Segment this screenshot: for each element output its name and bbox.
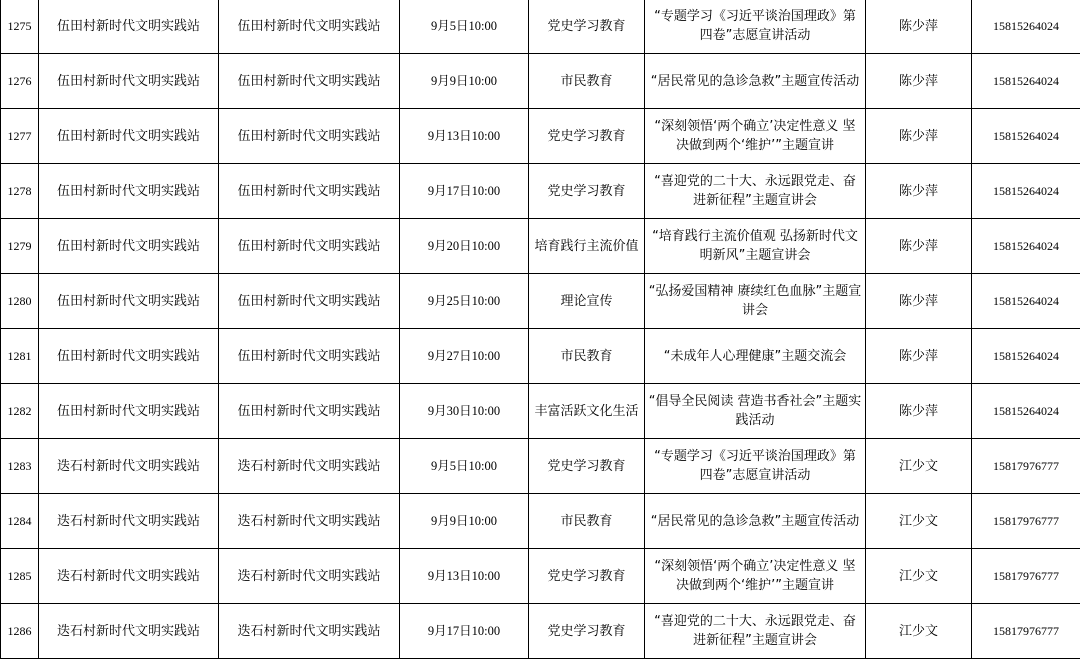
- table-row: [1, 329, 1080, 384]
- organizer-cell: 迭石村新时代文明实践站: [39, 604, 219, 659]
- activity-cell: “喜迎党的二十大、永远跟党走、奋进新征程”主题宣讲会: [645, 604, 866, 659]
- phone-cell: 15815264024: [972, 0, 1080, 54]
- contact-cell: 陈少萍: [866, 384, 972, 439]
- contact-cell: 陈少萍: [866, 274, 972, 329]
- organizer-cell: 伍田村新时代文明实践站: [39, 329, 219, 384]
- activity-cell: “深刻领悟‘两个确立’决定性意义 坚决做到两个‘维护’”主题宣讲: [645, 109, 866, 164]
- organizer-cell: 伍田村新时代文明实践站: [39, 384, 219, 439]
- row-number: 1282: [1, 384, 39, 439]
- table-row: [1, 274, 1080, 329]
- time-cell: 9月17日10:00: [400, 604, 529, 659]
- time-cell: 9月13日10:00: [400, 549, 529, 604]
- phone-cell: 15815264024: [972, 384, 1080, 439]
- organizer-cell: 伍田村新时代文明实践站: [39, 0, 219, 54]
- row-number: 1286: [1, 604, 39, 659]
- contact-cell: 陈少萍: [866, 54, 972, 109]
- phone-cell: 15817976777: [972, 439, 1080, 494]
- time-cell: 9月25日10:00: [400, 274, 529, 329]
- table-row: [1, 439, 1080, 494]
- category-cell: 党史学习教育: [529, 439, 645, 494]
- phone-cell: 15815264024: [972, 274, 1080, 329]
- contact-cell: 陈少萍: [866, 109, 972, 164]
- venue-cell: 迭石村新时代文明实践站: [219, 604, 400, 659]
- organizer-cell: 迭石村新时代文明实践站: [39, 439, 219, 494]
- category-cell: 党史学习教育: [529, 549, 645, 604]
- organizer-cell: 迭石村新时代文明实践站: [39, 494, 219, 549]
- table-row: [1, 604, 1080, 659]
- category-cell: 培育践行主流价值: [529, 219, 645, 274]
- activity-cell: “弘扬爱国精神 赓续红色血脉”主题宣讲会: [645, 274, 866, 329]
- row-number: 1280: [1, 274, 39, 329]
- category-cell: 市民教育: [529, 494, 645, 549]
- organizer-cell: 伍田村新时代文明实践站: [39, 219, 219, 274]
- time-cell: 9月30日10:00: [400, 384, 529, 439]
- table-row: [1, 219, 1080, 274]
- row-number: 1277: [1, 109, 39, 164]
- table-row: [1, 109, 1080, 164]
- contact-cell: 江少文: [866, 604, 972, 659]
- category-cell: 党史学习教育: [529, 109, 645, 164]
- category-cell: 丰富活跃文化生活: [529, 384, 645, 439]
- time-cell: 9月9日10:00: [400, 54, 529, 109]
- activity-cell: “专题学习《习近平谈治国理政》第四卷”志愿宣讲活动: [645, 0, 866, 54]
- venue-cell: 迭石村新时代文明实践站: [219, 439, 400, 494]
- row-number: 1276: [1, 54, 39, 109]
- table-row: [1, 164, 1080, 219]
- venue-cell: 伍田村新时代文明实践站: [219, 0, 400, 54]
- phone-cell: 15815264024: [972, 109, 1080, 164]
- organizer-cell: 伍田村新时代文明实践站: [39, 109, 219, 164]
- venue-cell: 伍田村新时代文明实践站: [219, 219, 400, 274]
- time-cell: 9月13日10:00: [400, 109, 529, 164]
- organizer-cell: 伍田村新时代文明实践站: [39, 54, 219, 109]
- contact-cell: 陈少萍: [866, 219, 972, 274]
- venue-cell: 迭石村新时代文明实践站: [219, 549, 400, 604]
- activity-cell: “专题学习《习近平谈治国理政》第四卷”志愿宣讲活动: [645, 439, 866, 494]
- row-number: 1279: [1, 219, 39, 274]
- time-cell: 9月20日10:00: [400, 219, 529, 274]
- table-row: [1, 384, 1080, 439]
- activity-cell: “深刻领悟‘两个确立’决定性意义 坚决做到两个‘维护’”主题宣讲: [645, 549, 866, 604]
- activity-cell: “未成年人心理健康”主题交流会: [645, 329, 866, 384]
- row-number: 1283: [1, 439, 39, 494]
- venue-cell: 伍田村新时代文明实践站: [219, 329, 400, 384]
- activity-cell: “倡导全民阅读 营造书香社会”主题实践活动: [645, 384, 866, 439]
- category-cell: 市民教育: [529, 54, 645, 109]
- category-cell: 党史学习教育: [529, 604, 645, 659]
- phone-cell: 15817976777: [972, 494, 1080, 549]
- time-cell: 9月9日10:00: [400, 494, 529, 549]
- contact-cell: 陈少萍: [866, 0, 972, 54]
- activity-cell: “居民常见的急诊急救”主题宣传活动: [645, 54, 866, 109]
- organizer-cell: 伍田村新时代文明实践站: [39, 274, 219, 329]
- contact-cell: 陈少萍: [866, 164, 972, 219]
- phone-cell: 15817976777: [972, 604, 1080, 659]
- row-number: 1281: [1, 329, 39, 384]
- table-row: [1, 54, 1080, 109]
- venue-cell: 迭石村新时代文明实践站: [219, 494, 400, 549]
- category-cell: 市民教育: [529, 329, 645, 384]
- contact-cell: 陈少萍: [866, 329, 972, 384]
- category-cell: 党史学习教育: [529, 164, 645, 219]
- time-cell: 9月27日10:00: [400, 329, 529, 384]
- row-number: 1275: [1, 0, 39, 54]
- category-cell: 党史学习教育: [529, 0, 645, 54]
- organizer-cell: 迭石村新时代文明实践站: [39, 549, 219, 604]
- category-cell: 理论宣传: [529, 274, 645, 329]
- activity-cell: “居民常见的急诊急救”主题宣传活动: [645, 494, 866, 549]
- venue-cell: 伍田村新时代文明实践站: [219, 274, 400, 329]
- table-row: [1, 494, 1080, 549]
- venue-cell: 伍田村新时代文明实践站: [219, 384, 400, 439]
- row-number: 1278: [1, 164, 39, 219]
- venue-cell: 伍田村新时代文明实践站: [219, 54, 400, 109]
- phone-cell: 15815264024: [972, 164, 1080, 219]
- phone-cell: 15817976777: [972, 549, 1080, 604]
- phone-cell: 15815264024: [972, 54, 1080, 109]
- table-row: [1, 0, 1080, 54]
- contact-cell: 江少文: [866, 549, 972, 604]
- row-number: 1285: [1, 549, 39, 604]
- table-row: [1, 549, 1080, 604]
- venue-cell: 伍田村新时代文明实践站: [219, 109, 400, 164]
- contact-cell: 江少文: [866, 439, 972, 494]
- phone-cell: 15815264024: [972, 219, 1080, 274]
- time-cell: 9月17日10:00: [400, 164, 529, 219]
- activity-cell: “培育践行主流价值观 弘扬新时代文明新风”主题宣讲会: [645, 219, 866, 274]
- time-cell: 9月5日10:00: [400, 0, 529, 54]
- contact-cell: 江少文: [866, 494, 972, 549]
- organizer-cell: 伍田村新时代文明实践站: [39, 164, 219, 219]
- time-cell: 9月5日10:00: [400, 439, 529, 494]
- venue-cell: 伍田村新时代文明实践站: [219, 164, 400, 219]
- activity-cell: “喜迎党的二十大、永远跟党走、奋进新征程”主题宣讲会: [645, 164, 866, 219]
- row-number: 1284: [1, 494, 39, 549]
- phone-cell: 15815264024: [972, 329, 1080, 384]
